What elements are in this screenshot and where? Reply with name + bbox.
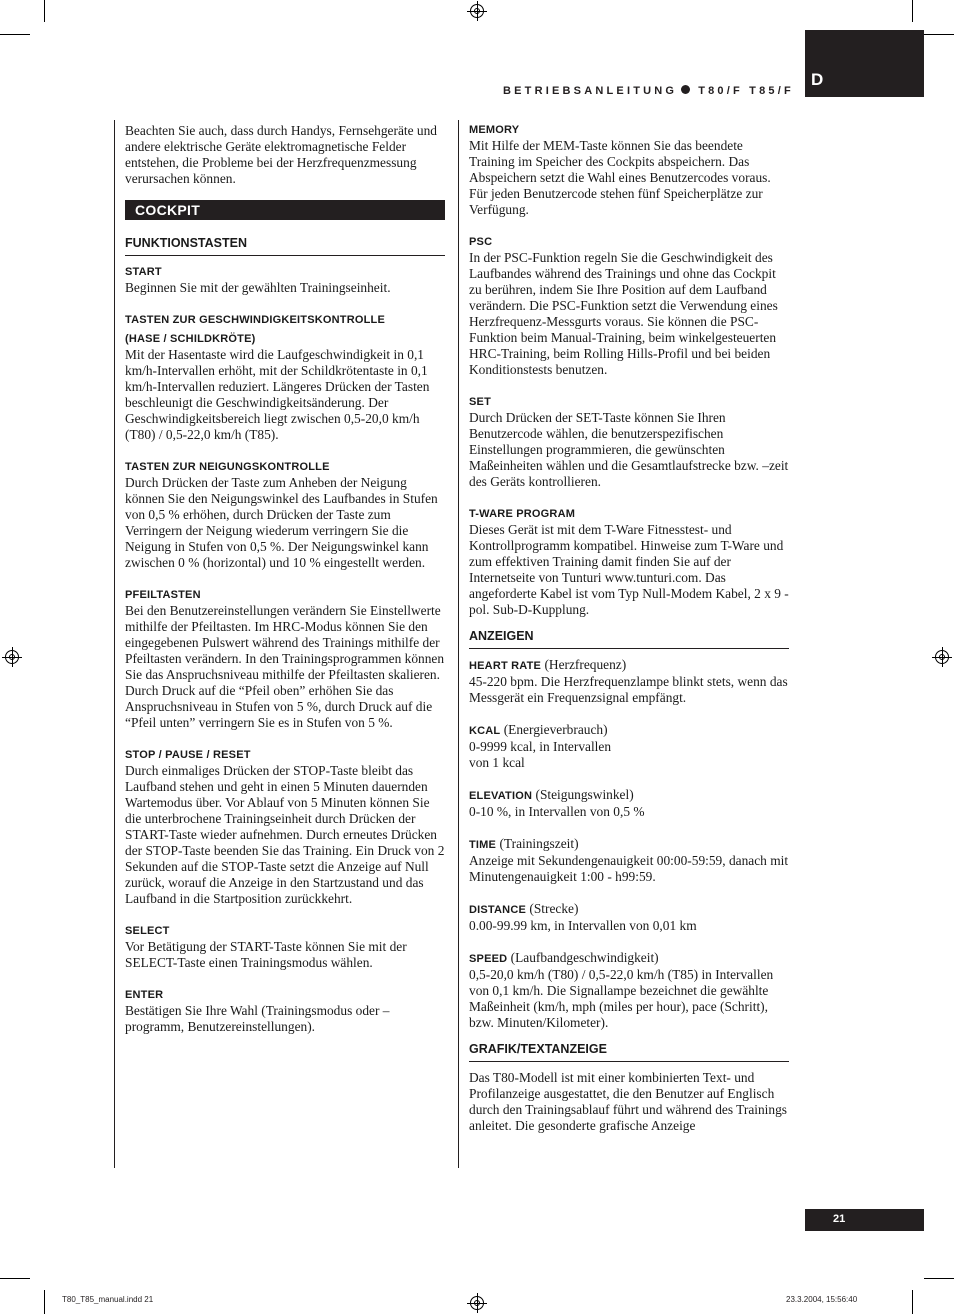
display-time (469, 836, 789, 885)
item-enter (125, 987, 445, 1035)
page-number: 21 (833, 1213, 846, 1225)
footer-timestamp: 23.3.2004, 15:56:40 (786, 1295, 858, 1304)
item-text: Durch Drücken der Taste zum Anheben der Neigung können Sie den Neigungswinkel des Laufbandes in Stufen von 0,5 % erhöhen, durch Drücken der Taste zum Verringern der Neigung wiederum verringern Sie die Neigung in Stufen von 0,5 %. Der Neigungswinkel kann zwischen 0 % (horizontal) und 10 % eingestellt werden. (125, 475, 438, 570)
display-text: 0-9999 kcal, in Intervallen von 1 kcal (469, 739, 612, 770)
display-text: Anzeige mit Sekundengenauigkeit 00:00-59:59, danach mit Minutengenauigkeit 1:00 - h99:59. (469, 853, 789, 884)
display-text: 0,5-20,0 km/h (T80) / 0,5-22,0 km/h (T85) in Intervallen von 0,1 km/h. Die Signallampe bezeichnet die gewählte Maßeinheit (km/h, mph (miles per hour), pace (Schritt), bzw. Minuten/Kilometer). (469, 967, 774, 1030)
displays-title: ANZEIGEN (469, 628, 789, 649)
bullet-icon (681, 85, 690, 94)
registration-mark-icon (470, 1296, 484, 1310)
item-heading: PSC (469, 236, 493, 248)
graphic-display-text: Das T80-Modell ist mit einer kombinierten Text- und Profilanzeige ausgestattet, die den Benutzer auf Englisch durch den Trainingsablauf führt und während des Trainings anleitet. Die gesonderte grafische Anzeige (469, 1070, 787, 1133)
item-text: Bei den Benutzereinstellungen verändern Sie Einstellwerte mithilfe der Pfeiltasten. Im HRC-Modus können Sie den eingegebenen Pulswert während des Trainings mithilfe der Pfeiltasten verändern. In den Trainingsprogrammen können Sie das Anspruchsniveau mithilfe der Pfeiltasten skalieren. Durch Druck auf die “Pfeil oben” erhöhen Sie das Anspruchsniveau in Stufen von 5 %, durch Druck auf die “Pfeil unten” verringern Sie es in Stufen von 5 %. (125, 603, 445, 730)
item-memory (469, 122, 789, 218)
display-speed (469, 950, 789, 1031)
running-header-model: T80/F T85/F (698, 85, 794, 97)
item-heading: T-WARE PROGRAM (469, 508, 576, 520)
item-heading: TASTEN ZUR GESCHWINDIGKEITSKONTROLLE (125, 314, 385, 326)
language-tab (805, 30, 924, 97)
display-label: SPEED (469, 953, 508, 965)
item-heading: SET (469, 396, 491, 408)
item-text: Beginnen Sie mit der gewählten Trainingseinheit. (125, 280, 391, 295)
display-label: DISTANCE (469, 904, 527, 916)
item-text: In der PSC-Funktion regeln Sie die Geschwindigkeit des Laufbandes während des Trainings und ohne das Cockpit zu berühren, indem Sie Ihre Position auf dem Laufband verändern. Die PSC-Funktion setzt die Verwendung eines Herzfrequenz-Messgurts voraus. Sie können die PSC-Funktion beim Manual-Training, beim winkelgesteuerten HRC-Training, beim Rolling Hills-Profil und bei beiden Konditionstests benutzen. (469, 250, 778, 377)
display-label: ELEVATION (469, 790, 533, 802)
left-column (125, 123, 445, 1035)
item-heading: MEMORY (469, 124, 520, 136)
item-text: Vor Betätigung der START-Taste können Sie mit der SELECT-Taste einen Trainingsmodus wählen. (125, 939, 407, 970)
item-t-ware (469, 506, 789, 618)
item-heading: STOP / PAUSE / RESET (125, 749, 251, 761)
graphic-display-title: GRAFIK/TEXTANZEIGE (469, 1041, 789, 1062)
column-rule-left (114, 120, 115, 1168)
item-text: Bestätigen Sie Ihre Wahl (Trainingsmodus oder –programm, Benutzereinstellungen). (125, 1003, 390, 1034)
subsection-title: FUNKTIONSTASTEN (125, 235, 445, 256)
display-kcal (469, 722, 789, 771)
display-desc: (Strecke) (529, 901, 579, 916)
page-number-tab (805, 1209, 924, 1231)
item-select (125, 923, 445, 971)
language-tab-label: D (811, 70, 824, 89)
display-desc: (Herzfrequenz) (544, 657, 627, 672)
item-set (469, 394, 789, 490)
display-text: 45-220 bpm. Die Herzfrequenzlampe blinkt stets, wenn das Messgerät ein Frequenzsignal empfängt. (469, 674, 788, 705)
footer-filename: T80_T85_manual.indd 21 (62, 1295, 154, 1304)
display-text: 0.00-99.99 km, in Intervallen von 0,01 km (469, 918, 697, 933)
display-desc: (Steigungswinkel) (535, 787, 634, 802)
crop-mark (44, 1290, 45, 1314)
item-heading: SELECT (125, 925, 170, 937)
item-text: Dieses Gerät ist mit dem T-Ware Fitnesstest- und Kontrollprogramm kompatibel. Hinweise zum T-Ware und zum effektiven Training damit finden Sie auf der Internetseite von Tunturi www.tunturi.com. Das angeforderte Kabel ist vom Typ Null-Modem Kabel, 2 x 9 -pol. Sub-D-Kupplung. (469, 522, 789, 617)
crop-mark (912, 1290, 913, 1314)
crop-mark (924, 1278, 954, 1279)
display-heart-rate (469, 657, 789, 706)
display-desc: (Laufbandgeschwindigkeit) (510, 950, 659, 965)
item-heading: START (125, 266, 162, 278)
item-heading-sub: (HASE / SCHILDKRÖTE) (125, 333, 256, 345)
crop-mark (924, 34, 954, 35)
display-text: 0-10 %, in Intervallen von 0,5 % (469, 804, 645, 819)
item-arrow-keys (125, 587, 445, 731)
item-heading: PFEILTASTEN (125, 589, 201, 601)
item-speed-keys (125, 312, 445, 443)
display-label: HEART RATE (469, 660, 542, 672)
display-label: KCAL (469, 725, 501, 737)
column-rule-middle (458, 120, 459, 1168)
registration-mark-icon (5, 650, 19, 664)
crop-mark (0, 1278, 30, 1279)
registration-mark-icon (470, 4, 484, 18)
item-text: Mit Hilfe der MEM-Taste können Sie das beendete Training im Speicher des Cockpits abspeichern. Das Abspeichern setzt die Wahl eines Benutzercodes voraus. Für jeden Benutzercode stehen fünf Speicherplätze zur Verfügung. (469, 138, 771, 217)
crop-mark (912, 0, 913, 22)
section-title-bar: COCKPIT (125, 200, 445, 220)
running-header (503, 85, 799, 97)
right-column (469, 122, 789, 1134)
crop-mark (44, 0, 45, 22)
display-desc: (Energieverbrauch) (503, 722, 608, 737)
item-text: Durch Drücken der SET-Taste können Sie Ihren Benutzercode wählen, die benutzerspezifischen Einstellungen programmieren, die gewünschten Maßeinheiten wählen und die Gesamtlaufstrecke bzw. –zeit des Geräts kontrollieren. (469, 410, 789, 489)
item-stop-pause-reset (125, 747, 445, 907)
crop-mark (0, 34, 30, 35)
intro-paragraph: Beachten Sie auch, dass durch Handys, Fernsehgeräte und andere elektrische Geräte elektromagnetische Felder entstehen, die Probleme bei der Herzfrequenzmessung verursachen können. (125, 123, 437, 186)
item-heading: TASTEN ZUR NEIGUNGSKONTROLLE (125, 461, 330, 473)
item-start (125, 264, 445, 296)
display-distance (469, 901, 789, 934)
display-label: TIME (469, 839, 497, 851)
display-desc: (Trainingszeit) (499, 836, 579, 851)
item-incline-keys (125, 459, 445, 571)
item-heading: ENTER (125, 989, 164, 1001)
registration-mark-icon (935, 650, 949, 664)
item-text: Durch einmaliges Drücken der STOP-Taste bleibt das Laufband stehen und geht in einen 5 Minuten dauernden Wartemodus über. Vor Ablauf von 5 Minuten können Sie die unterbrochene Trainingseinheit durch Drücken der START-Taste wieder aufnehmen. Durch erneutes Drücken der STOP-Taste beenden Sie das Training. Ein Druck von 2 Sekunden auf die STOP-Taste setzt die Anzeige auf Null zurück, worauf die Anzeige in den Startzustand und das Laufband in die Startposition zurückkehrt. (125, 763, 445, 906)
item-text: Mit der Hasentaste wird die Laufgeschwindigkeit in 0,1 km/h-Intervallen erhöht, mit der Schildkrötentaste in 0,1 km/h-Intervallen reduziert. Längeres Drücken der Tasten beschleunigt die Geschwindigkeitsänderung. Der Geschwindigkeitsbereich liegt zwischen 0,5-20,0 km/h (T80) / 0,5-22,0 km/h (T85). (125, 347, 430, 442)
display-elevation (469, 787, 789, 820)
running-header-title: BETRIEBSANLEITUNG (503, 85, 678, 97)
item-psc (469, 234, 789, 378)
